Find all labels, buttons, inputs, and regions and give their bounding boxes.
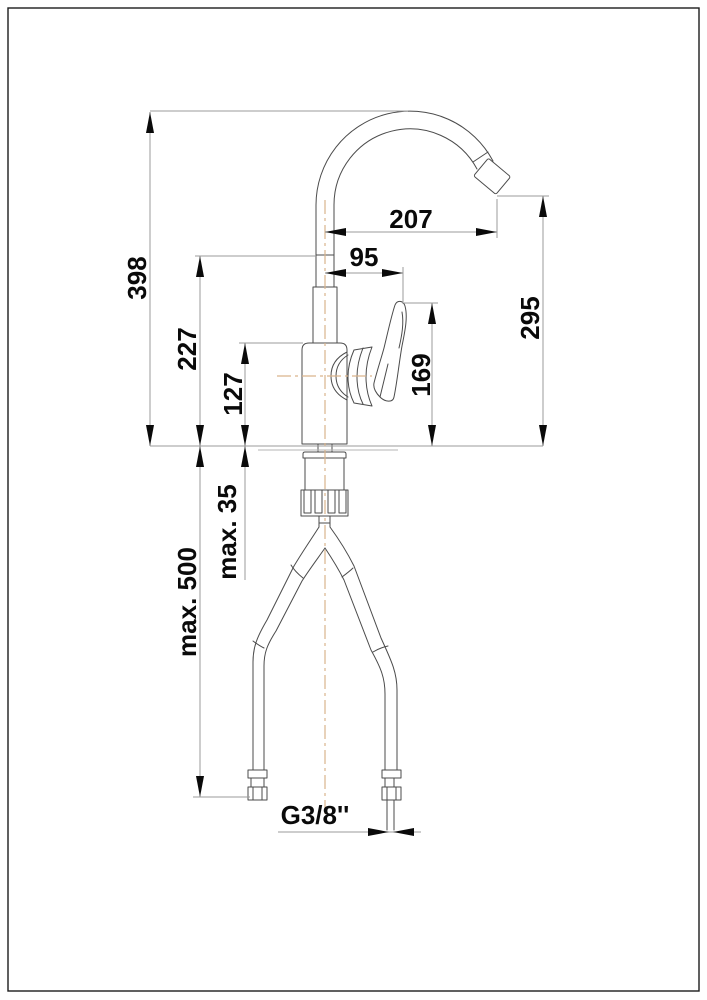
supply-hose-right: [325, 527, 397, 770]
dimension-227: [172, 256, 204, 446]
thread-label: G3/8'': [280, 800, 350, 830]
hose-joint-mark: [291, 565, 303, 578]
dim-label-169: 169: [406, 353, 436, 397]
faucet-outline: [248, 111, 511, 830]
dimension-max-35: [212, 446, 249, 580]
dim-label-max-35: max. 35: [212, 484, 242, 580]
dim-label-207: 207: [389, 204, 433, 234]
dim-label-398: 398: [122, 256, 152, 300]
dim-label-227: 227: [172, 327, 202, 371]
aerator: [474, 158, 511, 194]
aerator-joint-line: [473, 152, 488, 162]
handle-lever: [374, 301, 406, 401]
dimension-207: [325, 204, 497, 236]
sheet-border: [8, 8, 699, 991]
dimension-max-500: [172, 446, 204, 797]
gooseneck-spout: [316, 111, 493, 287]
dimension-295: [515, 196, 547, 446]
hose-fitting-right: [382, 770, 401, 830]
extension-lines: [150, 111, 549, 797]
dimension-95: [325, 242, 403, 277]
supply-hose-left: [253, 527, 325, 770]
dimension-thread-g38: [278, 800, 421, 836]
dimension-169: [406, 303, 436, 446]
hose-fitting-left: [248, 770, 267, 800]
dim-label-95: 95: [349, 242, 379, 272]
dim-label-max-500: max. 500: [172, 547, 202, 657]
dimension-398: [122, 112, 154, 446]
dim-label-127: 127: [218, 372, 248, 416]
hose-joint-mark: [342, 568, 353, 577]
dim-label-295: 295: [515, 296, 545, 340]
thread-nipple: [387, 800, 394, 830]
dimension-127: [218, 343, 249, 446]
